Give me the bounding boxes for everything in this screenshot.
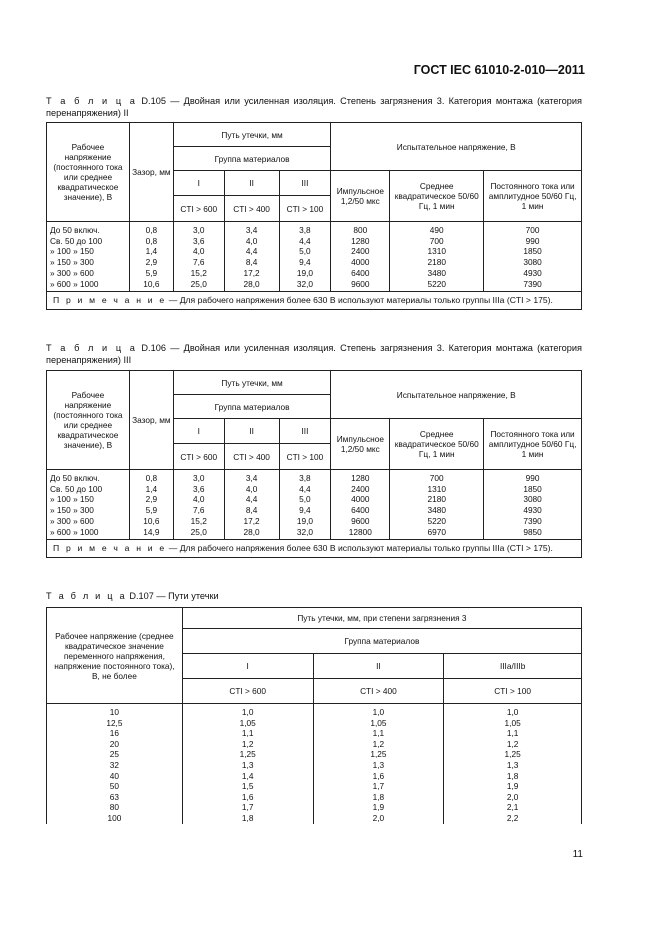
- table-cell: 5,0: [279, 246, 331, 257]
- table-cell: 8,4: [224, 257, 279, 268]
- table-cell: 1,6: [313, 771, 444, 782]
- table-cell: 1280: [331, 470, 390, 484]
- table-row: [47, 470, 582, 484]
- table-cell: 1,25: [313, 749, 444, 760]
- table-cell: 1,05: [313, 718, 444, 729]
- table-cell: » 600 » 1000: [47, 527, 130, 540]
- table-cell: » 150 » 300: [47, 257, 130, 268]
- table-cell: 1,1: [444, 728, 582, 739]
- table-cell: 800: [331, 222, 390, 236]
- table-cell: » 150 » 300: [47, 505, 130, 516]
- table-cell: 2,9: [129, 494, 173, 505]
- col-cti-100: CTI > 100: [279, 444, 331, 470]
- table-row: [47, 484, 582, 495]
- table-cell: 1,3: [313, 760, 444, 771]
- table-cell: 2,2: [444, 813, 582, 824]
- table-note: [47, 292, 582, 310]
- table-cell: 3480: [390, 268, 484, 279]
- table-cell: 700: [484, 222, 582, 236]
- table-cell: Св. 50 до 100: [47, 236, 130, 247]
- table-cell: 1,25: [444, 749, 582, 760]
- table-cell: 50: [47, 781, 183, 792]
- col-group-2: II: [224, 171, 279, 196]
- table-row: [47, 760, 582, 771]
- table-cell: 32: [47, 760, 183, 771]
- table-cell: 2,0: [313, 813, 444, 824]
- table-cell: 10: [47, 704, 183, 718]
- table-cell: 2180: [390, 494, 484, 505]
- table-cell: » 100 » 150: [47, 246, 130, 257]
- table-cell: 5,0: [279, 494, 331, 505]
- table-cell: 6400: [331, 268, 390, 279]
- table-cell: 32,0: [279, 279, 331, 292]
- table-cell: 7390: [484, 279, 582, 292]
- note-prefix: П р и м е ч а н и е: [53, 543, 167, 554]
- table-cell: 1,6: [182, 792, 313, 803]
- table-cell: » 600 » 1000: [47, 279, 130, 292]
- table-cell: 0,8: [129, 470, 173, 484]
- table-row: [47, 704, 582, 718]
- table-cell: 20: [47, 739, 183, 750]
- col-group-3: III: [279, 171, 331, 196]
- table-row: [47, 718, 582, 729]
- table-cell: 5220: [390, 279, 484, 292]
- col-creepage: Путь утечки, мм: [173, 371, 331, 395]
- table-cell: 5,9: [129, 268, 173, 279]
- table-cell: 1,05: [444, 718, 582, 729]
- table-cell: 4,0: [224, 236, 279, 247]
- col-cti-400: CTI > 400: [224, 196, 279, 222]
- col-group-1: I: [173, 419, 224, 444]
- table-cell: 4,0: [173, 246, 224, 257]
- table-cell: 1,4: [129, 246, 173, 257]
- table-cell: 19,0: [279, 268, 331, 279]
- caption-text: D.107 — Пути утечки: [129, 591, 219, 601]
- col-rms: Среднее квадратическое 50/60 Гц, 1 мин: [390, 171, 484, 222]
- table-cell: 990: [484, 236, 582, 247]
- table-cell: 1,8: [444, 771, 582, 782]
- table-cell: 80: [47, 802, 183, 813]
- table-cell: 4,4: [224, 494, 279, 505]
- table-cell: 4000: [331, 257, 390, 268]
- document-header: ГОСТ IEC 61010-2-010—2011: [413, 63, 585, 77]
- table-cell: 4000: [331, 494, 390, 505]
- col-group-3: IIIa/IIIb: [444, 654, 582, 679]
- table-cell: 3,8: [279, 470, 331, 484]
- table-d105: [46, 122, 582, 310]
- table-cell: 1,3: [444, 760, 582, 771]
- table-row: [47, 246, 582, 257]
- col-working-voltage: Рабочее напряжение (среднее квадратическое значение переменного напряжения, напряжение постоянного тока), В, не более: [47, 608, 183, 704]
- table-cell: 63: [47, 792, 183, 803]
- table-cell: 25: [47, 749, 183, 760]
- table-cell: 15,2: [173, 516, 224, 527]
- col-impulse: Импульсное 1,2/50 мкс: [331, 419, 390, 470]
- table-d106: [46, 370, 582, 558]
- table-cell: 1,2: [182, 739, 313, 750]
- table-cell: 32,0: [279, 527, 331, 540]
- col-test-voltage: Испытательное напряжение, В: [331, 123, 582, 171]
- table-row: [47, 527, 582, 540]
- table-cell: 700: [390, 470, 484, 484]
- table-cell: 1,5: [182, 781, 313, 792]
- col-cti-400: CTI > 400: [313, 679, 444, 704]
- table-cell: 7,6: [173, 505, 224, 516]
- table-row: [47, 771, 582, 782]
- table-cell: 4,0: [224, 484, 279, 495]
- note-text: — Для рабочего напряжения более 630 В используют материалы только группы IIIa (CTI > 175).: [168, 543, 553, 554]
- table-cell: 6970: [390, 527, 484, 540]
- table-cell: 1,7: [313, 781, 444, 792]
- table-cell: 10,6: [129, 516, 173, 527]
- table-cell: 100: [47, 813, 183, 824]
- caption-prefix: Т а б л и ц а: [46, 343, 138, 353]
- table-cell: 3,4: [224, 222, 279, 236]
- table-cell: 1,0: [182, 704, 313, 718]
- table-row: [47, 236, 582, 247]
- table-cell: 1,7: [182, 802, 313, 813]
- table-cell: » 300 » 600: [47, 268, 130, 279]
- table-cell: 3480: [390, 505, 484, 516]
- table-body: [47, 704, 582, 824]
- table-caption-d106: [46, 342, 582, 366]
- table-caption-d105: [46, 95, 582, 119]
- table-row: [47, 222, 582, 236]
- table-cell: 4,4: [224, 246, 279, 257]
- table-cell: 3080: [484, 257, 582, 268]
- table-row: [47, 728, 582, 739]
- table-cell: 3080: [484, 494, 582, 505]
- table-cell: 3,6: [173, 236, 224, 247]
- table-cell: 1,1: [313, 728, 444, 739]
- table-cell: 3,6: [173, 484, 224, 495]
- table-row: [47, 781, 582, 792]
- table-cell: 490: [390, 222, 484, 236]
- col-test-voltage: Испытательное напряжение, В: [331, 371, 582, 419]
- table-cell: 2,1: [444, 802, 582, 813]
- table-caption-d107: [46, 590, 582, 602]
- caption-text: D.105 — Двойная или усиленная изоляция. Степень загрязнения 3. Категория монтажа (категория перенапряжения) II: [46, 96, 582, 118]
- table-cell: 1,9: [444, 781, 582, 792]
- table-cell: 2400: [331, 246, 390, 257]
- table-cell: 10,6: [129, 279, 173, 292]
- table-row: [47, 813, 582, 824]
- col-creepage: Путь утечки, мм: [173, 123, 331, 147]
- table-cell: 5220: [390, 516, 484, 527]
- table-cell: 9,4: [279, 257, 331, 268]
- table-cell: 1,3: [182, 760, 313, 771]
- table-cell: 19,0: [279, 516, 331, 527]
- table-body: [47, 222, 582, 292]
- table-cell: » 300 » 600: [47, 516, 130, 527]
- table-cell: 1310: [390, 246, 484, 257]
- table-cell: 1,4: [129, 484, 173, 495]
- table-cell: 9600: [331, 279, 390, 292]
- table-cell: 5,9: [129, 505, 173, 516]
- table-cell: 1,1: [182, 728, 313, 739]
- table-cell: 700: [390, 236, 484, 247]
- caption-prefix: Т а б л и ц а: [46, 591, 127, 601]
- table-cell: 17,2: [224, 268, 279, 279]
- col-dc: Постоянного тока или амплитудное 50/60 Гц, 1 мин: [484, 419, 582, 470]
- col-material-group: Группа материалов: [173, 395, 331, 419]
- table-cell: 4930: [484, 505, 582, 516]
- table-row: [47, 268, 582, 279]
- table-row: [47, 516, 582, 527]
- table-cell: 9600: [331, 516, 390, 527]
- table-cell: До 50 включ.: [47, 470, 130, 484]
- col-impulse: Импульсное 1,2/50 мкс: [331, 171, 390, 222]
- col-group-1: I: [173, 171, 224, 196]
- table-cell: 4,4: [279, 484, 331, 495]
- table-cell: 1,8: [313, 792, 444, 803]
- table-row: [47, 494, 582, 505]
- table-cell: 9850: [484, 527, 582, 540]
- table-cell: 17,2: [224, 516, 279, 527]
- table-cell: 1280: [331, 236, 390, 247]
- col-gap: Зазор, мм: [129, 123, 173, 222]
- col-group-1: I: [182, 654, 313, 679]
- col-group-2: II: [313, 654, 444, 679]
- table-cell: 3,4: [224, 470, 279, 484]
- table-cell: 15,2: [173, 268, 224, 279]
- col-working-voltage: Рабочее напряжение (постоянного тока или среднее квадратическое значение), В: [47, 371, 130, 470]
- table-cell: 990: [484, 470, 582, 484]
- table-row: [47, 279, 582, 292]
- table-row: [47, 505, 582, 516]
- table-cell: 1,0: [444, 704, 582, 718]
- table-cell: 25,0: [173, 279, 224, 292]
- table-cell: 9,4: [279, 505, 331, 516]
- table-row: [47, 257, 582, 268]
- table-cell: 3,0: [173, 222, 224, 236]
- col-cti-100: CTI > 100: [444, 679, 582, 704]
- table-row: [47, 739, 582, 750]
- table-cell: 7,6: [173, 257, 224, 268]
- table-cell: 0,8: [129, 236, 173, 247]
- note-text: — Для рабочего напряжения более 630 В используют материалы только группы IIIa (CTI > 175).: [168, 295, 553, 306]
- table-cell: 1,25: [182, 749, 313, 760]
- col-rms: Среднее квадратическое 50/60 Гц, 1 мин: [390, 419, 484, 470]
- col-cti-400: CTI > 400: [224, 444, 279, 470]
- table-cell: 1,8: [182, 813, 313, 824]
- table-cell: 2,9: [129, 257, 173, 268]
- table-body: [47, 470, 582, 540]
- col-group-2: II: [224, 419, 279, 444]
- table-cell: 12,5: [47, 718, 183, 729]
- caption-text: D.106 — Двойная или усиленная изоляция. Степень загрязнения 3. Категория монтажа (категория перенапряжения) III: [46, 343, 582, 365]
- table-cell: 1310: [390, 484, 484, 495]
- table-note: [47, 540, 582, 558]
- col-creepage: Путь утечки, мм, при степени загрязнения 3: [182, 608, 581, 629]
- table-cell: 28,0: [224, 527, 279, 540]
- table-row: [47, 792, 582, 803]
- note-prefix: П р и м е ч а н и е: [53, 295, 167, 306]
- table-cell: 14,9: [129, 527, 173, 540]
- table-cell: 2400: [331, 484, 390, 495]
- caption-prefix: Т а б л и ц а: [46, 96, 138, 106]
- table-cell: 3,0: [173, 470, 224, 484]
- page-number: 11: [572, 849, 583, 860]
- col-cti-600: CTI > 600: [173, 196, 224, 222]
- col-group-3: III: [279, 419, 331, 444]
- table-cell: 8,4: [224, 505, 279, 516]
- table-cell: 0,8: [129, 222, 173, 236]
- table-cell: 4,4: [279, 236, 331, 247]
- table-cell: 28,0: [224, 279, 279, 292]
- table-cell: 7390: [484, 516, 582, 527]
- table-cell: 40: [47, 771, 183, 782]
- col-material-group: Группа материалов: [173, 147, 331, 171]
- table-cell: 1,2: [313, 739, 444, 750]
- table-cell: 4,0: [173, 494, 224, 505]
- table-cell: 3,8: [279, 222, 331, 236]
- table-cell: 1850: [484, 484, 582, 495]
- table-cell: 1850: [484, 246, 582, 257]
- table-d107: [46, 607, 582, 824]
- table-cell: 16: [47, 728, 183, 739]
- table-cell: 1,0: [313, 704, 444, 718]
- table-cell: 2180: [390, 257, 484, 268]
- table-cell: 4930: [484, 268, 582, 279]
- col-cti-100: CTI > 100: [279, 196, 331, 222]
- table-cell: Св. 50 до 100: [47, 484, 130, 495]
- table-row: [47, 802, 582, 813]
- table-cell: 25,0: [173, 527, 224, 540]
- table-cell: 1,05: [182, 718, 313, 729]
- table-cell: 2,0: [444, 792, 582, 803]
- col-cti-600: CTI > 600: [173, 444, 224, 470]
- table-cell: 12800: [331, 527, 390, 540]
- col-cti-600: CTI > 600: [182, 679, 313, 704]
- table-cell: 1,2: [444, 739, 582, 750]
- table-cell: До 50 включ.: [47, 222, 130, 236]
- col-gap: Зазор, мм: [129, 371, 173, 470]
- col-working-voltage: Рабочее напряжение (постоянного тока или среднее квадратическое значение), В: [47, 123, 130, 222]
- col-dc: Постоянного тока или амплитудное 50/60 Гц, 1 мин: [484, 171, 582, 222]
- table-cell: 1,4: [182, 771, 313, 782]
- col-material-group: Группа материалов: [182, 629, 581, 654]
- table-cell: 6400: [331, 505, 390, 516]
- table-row: [47, 749, 582, 760]
- table-cell: » 100 » 150: [47, 494, 130, 505]
- table-cell: 1,9: [313, 802, 444, 813]
